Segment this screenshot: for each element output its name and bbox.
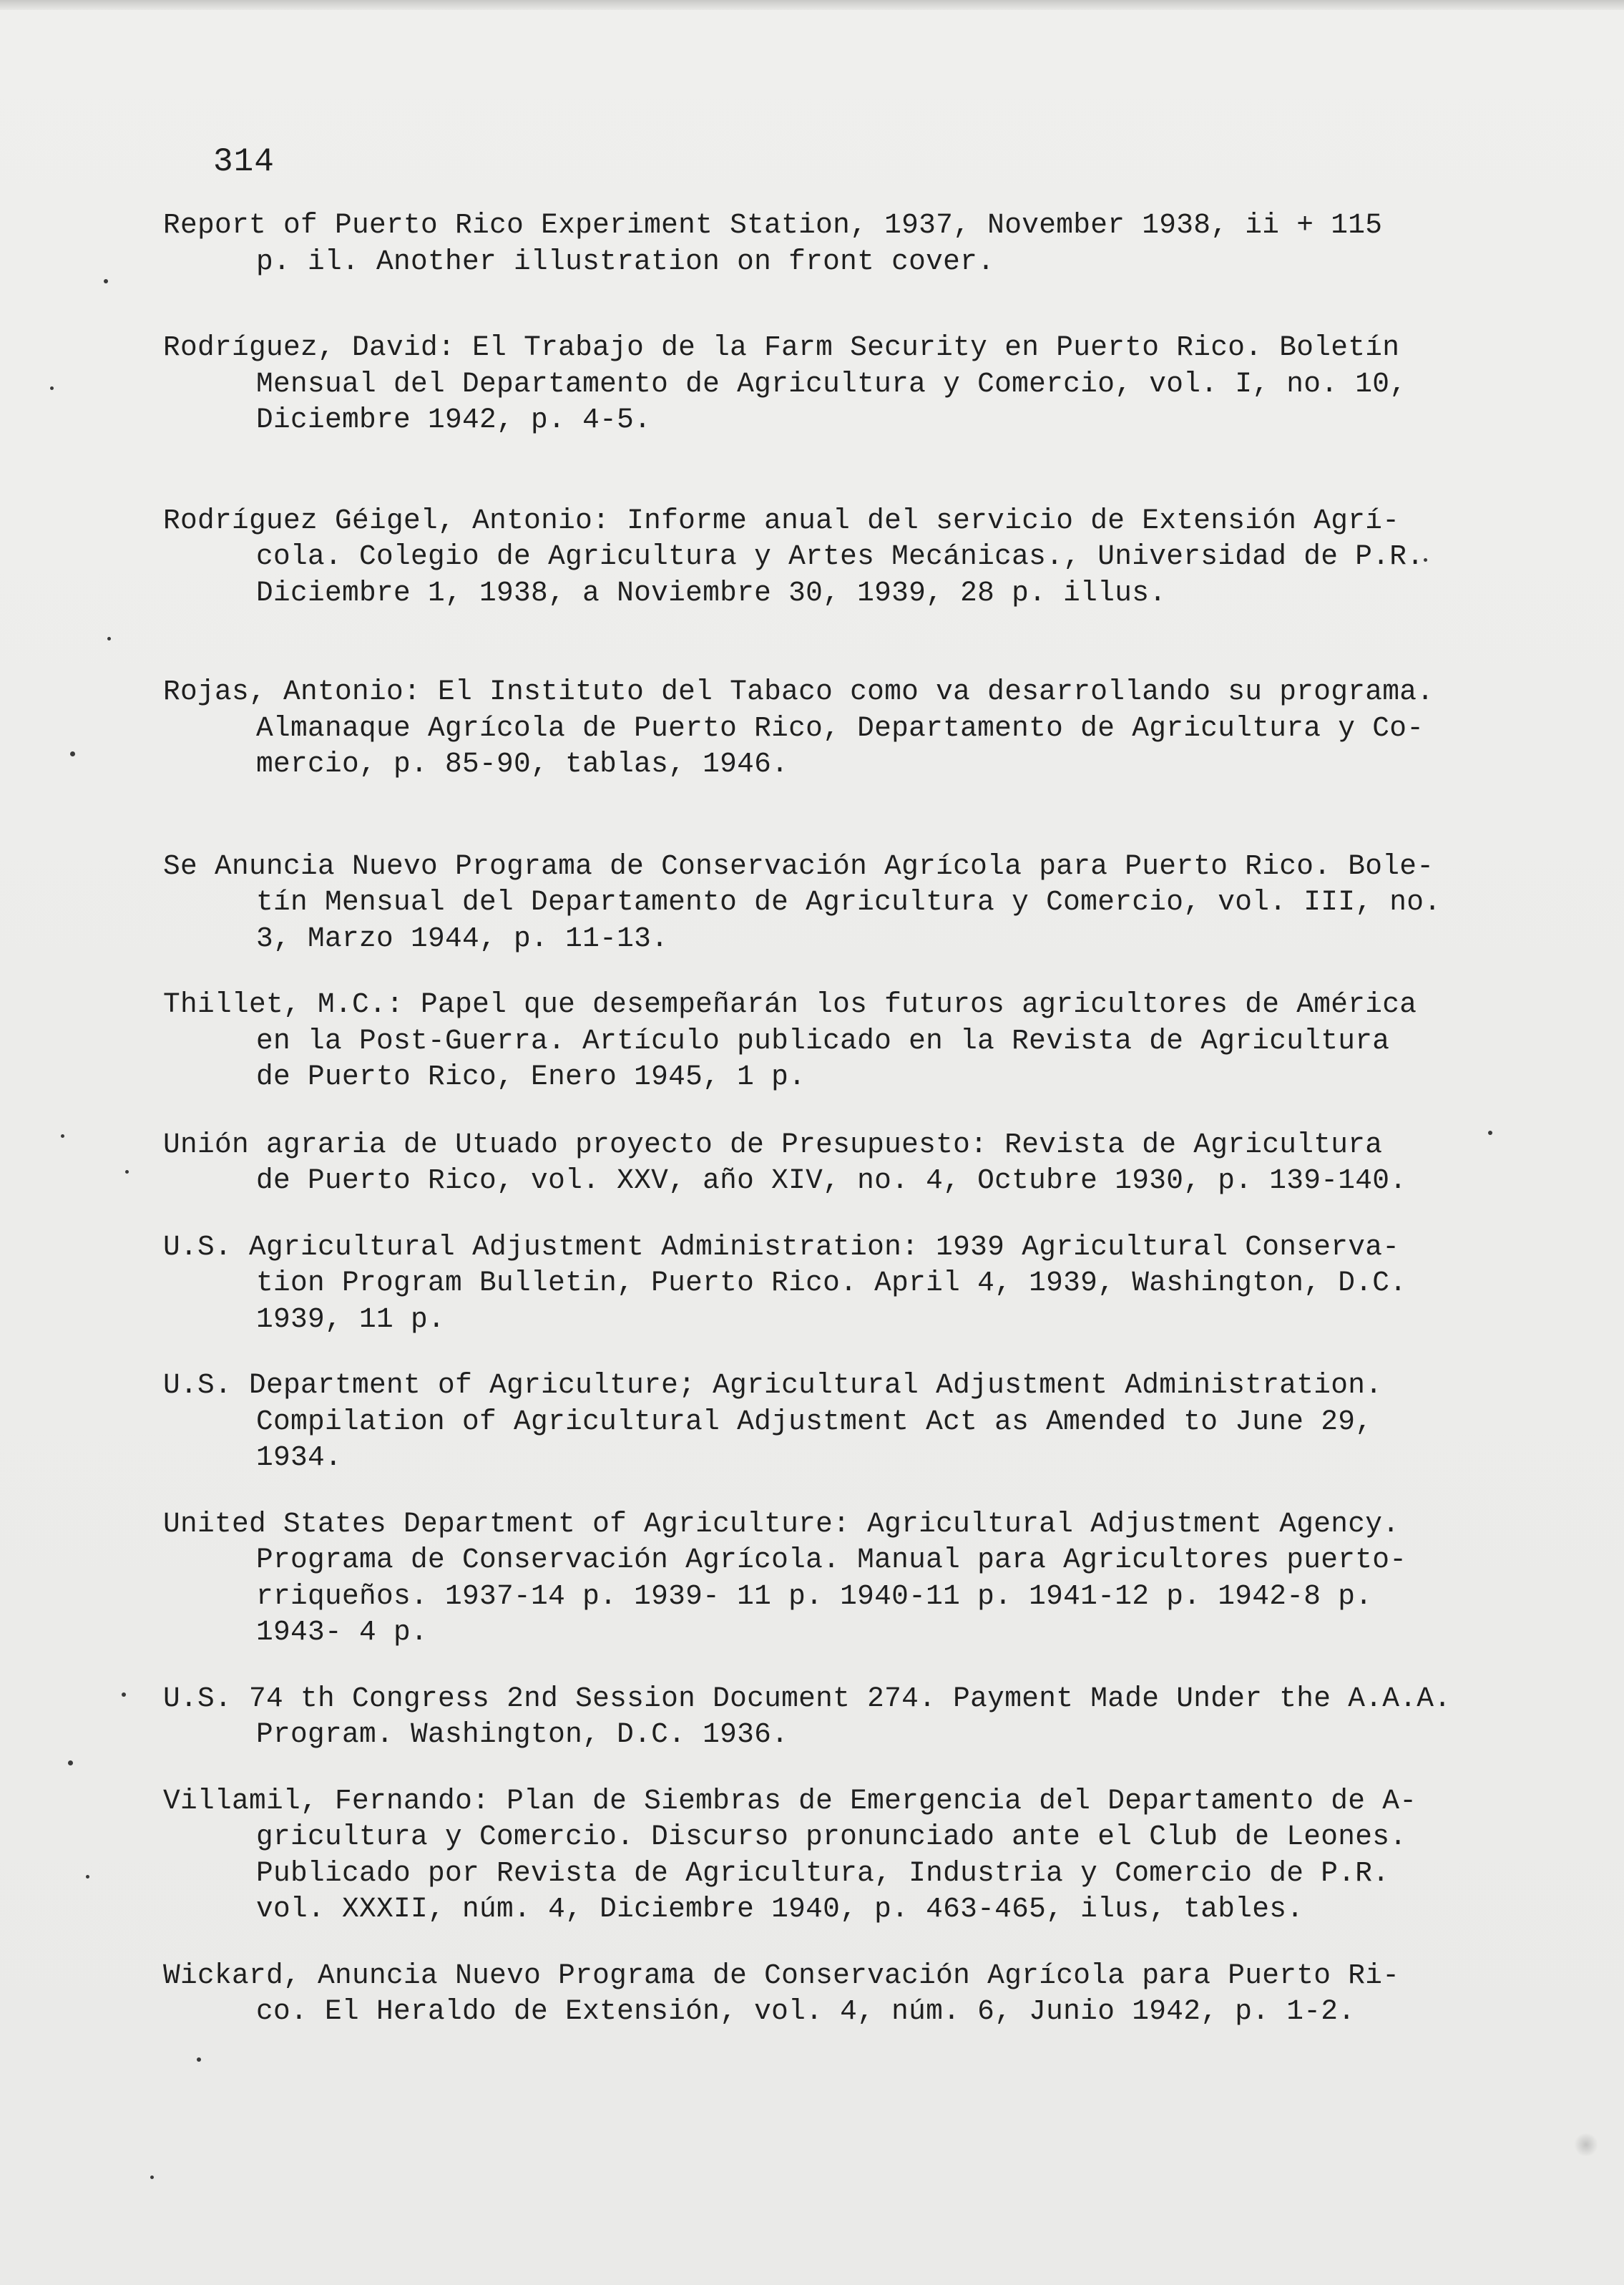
scan-speck bbox=[125, 1170, 129, 1174]
bibliography-entry: Villamil, Fernando: Plan de Siembras de Emergencia del Departamento de A- gricultura y Comercio. Discurso pronunciado ante el Club de Leones. Publicado por Revista de Agricultura, Industria y Comercio de P.R. vol. XXXII, núm. 4, Diciembre 1940, p. 463-465, ilus, tables. bbox=[163, 1784, 1417, 1925]
bibliography-entry: Se Anuncia Nuevo Programa de Conservación Agrícola para Puerto Rico. Bole- tín Mensual del Departamento de Agricultura y Comercio, vol. III, no. 3, Marzo 1944, p. 11-13. bbox=[163, 849, 1442, 955]
scan-speck bbox=[86, 1875, 89, 1879]
bibliography-list bbox=[163, 208, 1501, 2030]
scan-speck bbox=[107, 637, 111, 640]
scan-speck bbox=[197, 2057, 201, 2062]
page-number: 314 bbox=[213, 143, 275, 180]
scan-speck bbox=[122, 1692, 126, 1697]
bibliography-entry: Rojas, Antonio: El Instituto del Tabaco como va desarrollando su programa. Almanaque Agrícola de Puerto Rico, Departamento de Agricultura y Co- mercio, p. 85-90, tablas, 1946. bbox=[163, 676, 1434, 780]
bibliography-entry: U.S. Agricultural Adjustment Administration: 1939 Agricultural Conserva- tion Program Bulletin, Puerto Rico. April 4, 1939, Washington, D.C. 1939, 11 p. bbox=[163, 1230, 1407, 1335]
page-top-edge bbox=[0, 0, 1624, 10]
bibliography-entry: U.S. Department of Agriculture; Agricultural Adjustment Administration. Compilation of Agricultural Adjustment Act as Amended to June 29, 1934. bbox=[163, 1369, 1383, 1473]
bibliography-entry: Unión agraria de Utuado proyecto de Presupuesto: Revista de Agricultura de Puerto Rico, vol. XXV, año XIV, no. 4, Octubre 1930, p. 139-140. bbox=[163, 1128, 1407, 1197]
bibliography-entry: United States Department of Agriculture: Agricultural Adjustment Agency. Programa de Conservación Agrícola. Manual para Agricultores puerto- rriqueños. 1937-14 p. 1939- 11 p. 1940-11 p. 1941-12 p. 1942-8 p. 1943- 4 p. bbox=[163, 1507, 1407, 1648]
scan-speck bbox=[150, 2176, 154, 2179]
scan-speck bbox=[61, 1134, 64, 1138]
scan-speck bbox=[50, 386, 54, 390]
bibliography-entry: Report of Puerto Rico Experiment Station, 1937, November 1938, ii + 115 p. il. Another illustration on front cover. bbox=[163, 209, 1383, 278]
scan-speck bbox=[1424, 558, 1427, 562]
scan-speck bbox=[70, 751, 75, 756]
bibliography-entry: U.S. 74 th Congress 2nd Session Document 274. Payment Made Under the A.A.A. Program. Washington, D.C. 1936. bbox=[163, 1682, 1452, 1750]
scan-speck bbox=[1488, 1131, 1492, 1135]
bibliography-entry: Wickard, Anuncia Nuevo Programa de Conservación Agrícola para Puerto Ri- co. El Heraldo de Extensión, vol. 4, núm. 6, Junio 1942, p. 1-2. bbox=[163, 1959, 1400, 2027]
scan-speck bbox=[104, 279, 108, 283]
bibliography-entry: Thillet, M.C.: Papel que desempeñarán los futuros agricultores de América en la Post-Guerra. Artículo publicado en la Revista de Agricultura de Puerto Rico, Enero 1945, 1 p. bbox=[163, 988, 1417, 1093]
bibliography-entry: Rodríguez Géigel, Antonio: Informe anual del servicio de Extensión Agrí- cola. Colegio de Agricultura y Artes Mecánicas., Universidad de P.R. Diciembre 1, 1938, a Noviembre 30, 1939, 28 p. illus. bbox=[163, 504, 1424, 609]
scan-speck bbox=[68, 1760, 73, 1765]
bibliography-entry: Rodríguez, David: El Trabajo de la Farm Security en Puerto Rico. Boletín Mensual del Departamento de Agricultura y Comercio, vol. I, no. 10, Diciembre 1942, p. 4-5. bbox=[163, 331, 1407, 436]
scan-smudge bbox=[1574, 2133, 1598, 2157]
